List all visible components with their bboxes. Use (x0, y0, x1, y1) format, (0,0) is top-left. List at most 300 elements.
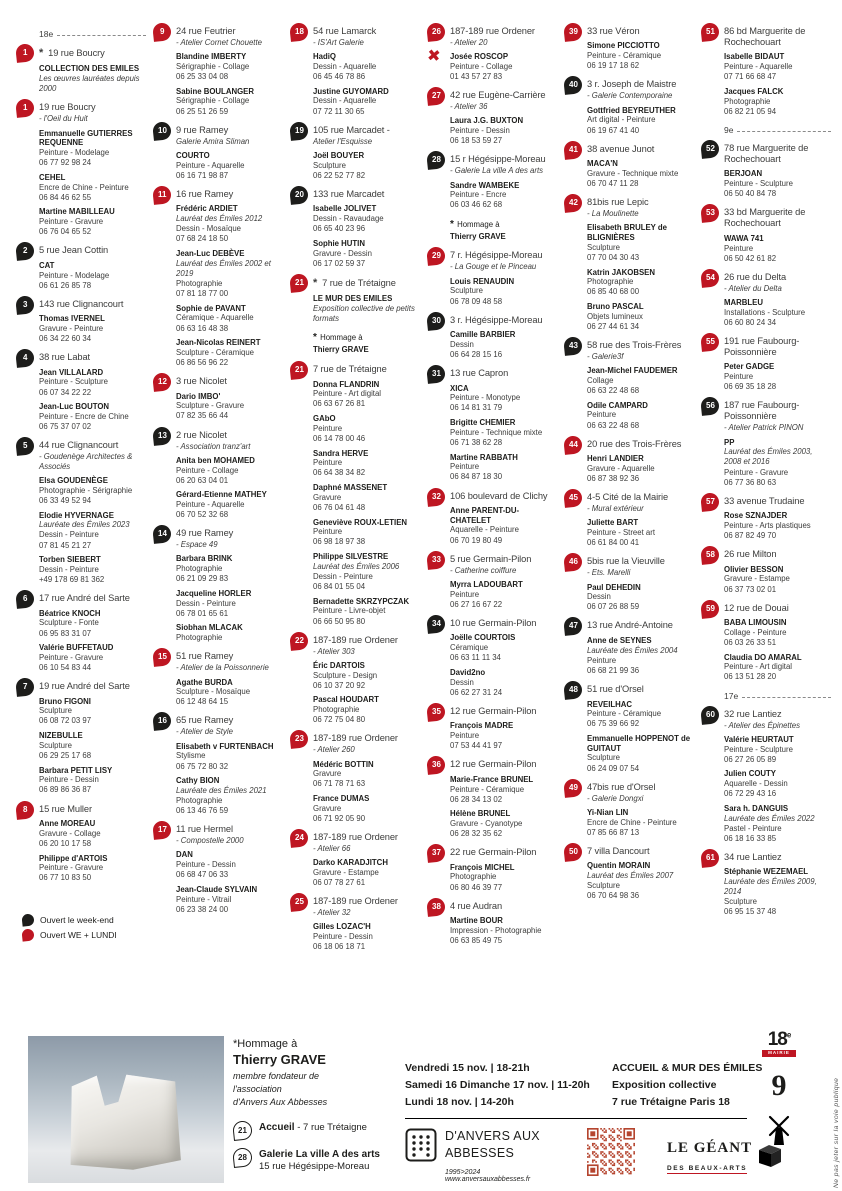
artist-name: Jean-Michel FAUDEMER (587, 366, 678, 376)
directory-entry (701, 26, 831, 117)
artist-name: Torben SIEBERT (39, 555, 101, 565)
artist-listing (450, 384, 557, 414)
laureate-note: Lauréate des Émiles 2004 (587, 645, 678, 655)
pin-number: 20 (294, 189, 304, 199)
artist-technique: Peinture - Art digital (313, 389, 382, 399)
artist-listing (313, 204, 420, 234)
sculpture-image (67, 1073, 181, 1170)
directory-entry (16, 299, 146, 344)
location-pin-outline (232, 1120, 253, 1141)
venue-name: Atelier l'Esquisse (313, 136, 373, 146)
artist-listing (450, 506, 557, 546)
entry-address: 78 rue Marguerite de Rochechouart (724, 142, 809, 164)
association-name (445, 1128, 565, 1183)
artist-name: Jacques FALCK (724, 86, 784, 96)
artist-phone: 06 75 37 07 02 (39, 422, 92, 432)
directory-grid (16, 26, 831, 960)
artist-name: Barbara BRINK (176, 554, 233, 564)
venue-name: - La Gouge et le Pinceau (450, 262, 537, 272)
artist-technique: Collage (587, 375, 614, 385)
artist-technique: Photographie (450, 872, 497, 882)
abbesses-dots-logo-icon (405, 1128, 437, 1162)
location-pin-red (15, 99, 35, 119)
artist-listing (587, 583, 694, 613)
artist-technique: Sculpture (39, 740, 72, 750)
entry-address: 47bis rue d'Orsel (587, 781, 656, 792)
artist-phone: 06 27 26 05 89 (724, 754, 777, 764)
artist-listing (724, 735, 831, 765)
artist-listing (176, 304, 283, 334)
artist-listing (176, 52, 283, 82)
entry-address: 54 rue Lamarck (313, 26, 377, 36)
artist-name: Martine BOUR (450, 916, 503, 926)
entry-address: 20 rue des Trois-Frères (587, 438, 682, 449)
entry-address: 32 rue Lantiez (724, 708, 782, 719)
laureate-note: Les œuvres lauréates depuis 2000 (39, 74, 140, 94)
pin-number: 57 (705, 496, 715, 506)
artist-listing (587, 734, 694, 774)
entry-address: 86 bd Marguerite de Rochechouart (724, 26, 806, 47)
directory-entry (427, 901, 557, 946)
artist-listing (450, 418, 557, 448)
artist-listing (450, 277, 557, 307)
location-pin-red (700, 599, 720, 619)
venue-name: - Catherine coiffure (450, 565, 517, 575)
entry-address: 26 rue du Delta (724, 271, 787, 282)
location-pin-black (426, 311, 446, 331)
artist-phone: 06 64 28 15 16 (450, 349, 503, 359)
pin-number: 26 (431, 27, 441, 36)
artist-phone: 06 25 33 04 08 (176, 72, 229, 82)
artist-phone: 06 18 53 59 27 (450, 136, 503, 146)
artist-phone: 06 21 09 29 83 (176, 574, 229, 584)
artist-phone: 06 07 26 88 59 (587, 602, 640, 612)
artist-listing (450, 809, 557, 839)
laureate-note: Lauréate des Émiles 2022 (724, 813, 815, 823)
directory-entry (427, 26, 557, 82)
artist-phone: 07 81 18 77 00 (176, 289, 229, 299)
directory-entry (427, 90, 557, 146)
artist-technique: Peinture - Livre-objet (313, 606, 386, 616)
artist-name: BABA LIMOUSIN (724, 618, 787, 628)
artist-technique: Dessin - Peinture (39, 530, 99, 540)
directory-entry (290, 125, 420, 181)
divider-dashes (742, 697, 831, 698)
legend-item (22, 929, 146, 941)
artist-phone: 06 72 29 43 16 (724, 789, 777, 799)
artist-name: Pascal HOUDART (313, 695, 379, 705)
artist-name: Isabelle BIDAUT (724, 52, 785, 62)
pin-number: 55 (705, 336, 715, 346)
venue-name: - Atelier des Épinettes (724, 720, 800, 730)
artist-technique: Peinture - Vitrail (176, 894, 232, 904)
artist-name: Anne PARENT-DU-CHATELET (450, 506, 520, 525)
artist-phone: 07 68 24 18 50 (176, 234, 229, 244)
association-name-line1: D'ANVERS AUX (445, 1129, 540, 1143)
artist-phone: 06 63 85 49 75 (450, 936, 503, 946)
entry-address: 51 rue d'Orsel (587, 684, 644, 695)
location-pin-black (152, 121, 172, 141)
location-pin-red (426, 247, 446, 267)
artist-technique: Peinture - Encre (450, 190, 507, 200)
artist-technique: Peinture (724, 372, 754, 382)
artist-technique: Installations - Sculpture (724, 307, 806, 317)
location-pin-red (152, 22, 172, 42)
artist-listing (39, 402, 146, 432)
artist-phone: 06 80 46 39 77 (450, 882, 503, 892)
artist-phone: 06 63 67 26 81 (313, 399, 366, 409)
artist-phone: 06 95 15 37 48 (724, 907, 777, 917)
hommage-name: Thierry GRAVE (233, 1052, 326, 1067)
artist-listing (587, 700, 694, 730)
legend (16, 914, 146, 941)
artist-technique: Peinture - Technique mixte (450, 427, 543, 437)
artist-name: Justine GUYOMARD (313, 86, 389, 96)
artist-phone: 06 70 64 98 36 (587, 891, 640, 901)
venue-name: - Atelier Patrick PINON (724, 423, 804, 433)
directory-entry (290, 896, 420, 952)
artist-name: Gilles LOZAC'H (313, 922, 371, 932)
artist-listing (39, 476, 146, 506)
artist-listing (313, 518, 420, 548)
artist-phone: 06 63 16 48 38 (176, 323, 229, 333)
artist-name: Henri LANDIER (587, 454, 644, 464)
location-pin-red (289, 828, 309, 848)
artist-phone: 06 22 52 77 82 (313, 170, 366, 180)
artist-name: Cathy BION (176, 776, 220, 786)
pin-number: 21 (294, 277, 304, 287)
artist-listing (176, 742, 283, 772)
artist-technique: Dessin - Aquarelle (313, 61, 377, 71)
artist-listing (39, 819, 146, 849)
artist-phone: 06 19 17 18 62 (587, 61, 640, 71)
artist-technique: Photographie (176, 796, 223, 806)
entry-address: 187-189 rue Ordener (450, 26, 535, 36)
directory-entry (16, 245, 146, 290)
divider-dashes (737, 131, 831, 132)
entry-address: 187-189 rue Ordener (313, 634, 398, 645)
artist-listing (39, 766, 146, 796)
artist-listing (587, 401, 694, 431)
artist-technique: Aquarelle - Dessin (724, 779, 788, 789)
artist-name: COURTO (176, 150, 210, 160)
directory-entry (701, 549, 831, 594)
artist-phone: 06 23 38 24 00 (176, 904, 229, 914)
artist-technique: Gravure - Dessin (313, 248, 372, 258)
artist-technique: Peinture - Aquarelle (724, 62, 793, 72)
directory-entry (427, 154, 557, 242)
location-pin-red (289, 631, 309, 651)
artist-technique: Objets lumineux (587, 311, 643, 321)
pin-number: 7 (22, 682, 28, 692)
pin-number: 33 (431, 554, 441, 564)
pin-number: 16 (157, 716, 167, 726)
artist-listing (724, 438, 831, 488)
directory-entry (701, 272, 831, 328)
pin-number: 38 (431, 901, 441, 911)
artist-technique: Peinture - Gravure (39, 863, 104, 873)
artist-technique: Gravure - Peinture (39, 324, 104, 333)
pin-number: 52 (705, 143, 715, 153)
artist-name: Dario IMBO' (176, 391, 221, 401)
artist-phone: +49 178 69 81 362 (39, 575, 105, 585)
directory-entry (153, 376, 283, 421)
artist-name: Jean-Claude SYLVAIN (176, 884, 258, 894)
artist-phone: 06 68 47 06 33 (176, 870, 229, 880)
artist-listing (587, 302, 694, 332)
directory-entry (564, 620, 694, 676)
entry-address: 10 rue Germain-Pilon (450, 617, 537, 628)
artist-listing (587, 41, 694, 71)
artist-technique: Pastel - Peinture (724, 823, 782, 833)
artist-name: GAbO (313, 414, 336, 424)
artist-phone: 06 84 46 62 55 (39, 192, 92, 202)
artist-name: XICA (450, 383, 469, 393)
artist-technique: Peinture (587, 655, 617, 665)
directory-entry (153, 528, 283, 643)
directory-entry (427, 315, 557, 360)
artist-name: Anita ben MOHAMED (176, 455, 255, 465)
hommage-desc-line: membre fondateur de (233, 1071, 320, 1081)
location-pin-red (563, 193, 583, 213)
artist-phone: 06 87 38 92 36 (587, 473, 640, 483)
artist-listing (176, 151, 283, 181)
pin-number: 21 (294, 365, 304, 375)
exhibition-line: Exposition collective (612, 1079, 717, 1091)
artist-technique: Peinture (313, 458, 343, 468)
hommage-note (313, 331, 420, 356)
venue-name: - Goudenège Architectes & Associés (39, 452, 133, 471)
access-point (233, 1148, 401, 1174)
directory-entry (564, 492, 694, 548)
artist-listing (313, 380, 420, 410)
pin-number: 13 (157, 430, 167, 440)
district-divider (16, 29, 146, 39)
asterisk-marker: * (313, 332, 317, 344)
artist-name: Olivier BESSON (724, 564, 784, 574)
artist-listing (39, 697, 146, 727)
entry-address: 106 boulevard de Clichy (450, 490, 548, 501)
artist-name: Sabine BOULANGER (176, 86, 254, 96)
entry-address: 3 r. Joseph de Maistre (587, 79, 677, 90)
artist-name: MARBLEU (724, 297, 763, 307)
venue-name: - IS'Art Galerie (313, 37, 364, 47)
pin-number: 48 (568, 685, 578, 695)
artist-technique: Sculpture (313, 160, 346, 170)
artist-phone: 06 62 27 31 24 (450, 687, 503, 697)
artist-name: Bruno PASCAL (587, 302, 644, 311)
entry-address: 3 rue Nicolet (176, 376, 227, 387)
artist-phone: 06 45 46 78 86 (313, 72, 366, 82)
print-disclaimer: Ne pas jeter sur la voie publique (833, 1077, 840, 1188)
hommage-description (233, 1070, 401, 1109)
directory-entry (16, 47, 146, 94)
artist-listing (450, 721, 557, 751)
artist-listing (450, 916, 557, 946)
pin-number: 8 (22, 804, 28, 814)
artist-listing (176, 554, 283, 584)
artist-name: David2no (450, 667, 486, 677)
pin-number: 37 (431, 848, 441, 858)
legend-label: Ouvert WE + LUNDI (40, 929, 117, 940)
pin-number: 10 (157, 125, 167, 135)
pin-number: 1 (22, 48, 28, 58)
artist-listing (313, 858, 420, 888)
pin-number: 49 (568, 782, 578, 792)
location-pin-red (15, 800, 35, 820)
artist-name: Bruno FIGONI (39, 696, 91, 706)
artist-technique: Peinture - Dessin (39, 775, 99, 785)
artist-name: MACA'N (587, 159, 618, 169)
location-pin-black (563, 680, 583, 700)
artist-technique: Stylisme (176, 751, 206, 761)
directory-entry (153, 430, 283, 521)
venue-name: - Galerie La ville A des arts (450, 166, 544, 176)
artist-name: Valérie BUFFETAUD (39, 643, 114, 653)
artist-technique: Gravure - Cyanotype (450, 818, 523, 828)
hommage-desc-line: d'Anvers Aux Abbesses (233, 1097, 328, 1108)
pin-number: 30 (431, 315, 441, 325)
venue-name: - Atelier 303 (313, 646, 355, 656)
venue-name: - Galerie3f (587, 351, 624, 361)
artist-technique: Photographie (587, 277, 634, 287)
exhibition-info (612, 1060, 762, 1111)
windmill-icon (766, 1115, 792, 1145)
artist-name: Marie-France BRUNEL (450, 774, 534, 784)
artist-name: Thomas IVERNEL (39, 314, 105, 324)
artist-listing (724, 87, 831, 117)
directory-column-6 (701, 26, 831, 960)
artist-name: Éric DARTOIS (313, 660, 365, 670)
location-pin-red (563, 435, 583, 455)
location-pin-black (152, 426, 172, 446)
entry-address: 44 rue Clignancourt (39, 440, 119, 451)
artist-listing (39, 64, 146, 94)
artist-name: NIZEBULLE (39, 731, 83, 741)
schedule-line: Lundi 18 nov. | 14-20h (405, 1096, 514, 1108)
pin-number: 15 (157, 652, 167, 662)
directory-entry (701, 852, 831, 918)
artist-phone: 06 34 22 60 34 (39, 334, 92, 344)
mairie-18-number: 18 (767, 1029, 787, 1050)
entry-address: 7 rue de Trétaigne (313, 364, 387, 375)
artist-name: Donna FLANDRIN (313, 379, 380, 389)
laureate-note: Lauréat des Émiles 2012 (176, 214, 263, 224)
artist-phone: 06 12 48 64 15 (176, 697, 229, 707)
artist-listing (39, 854, 146, 884)
association-name-line2: ABBESSES (445, 1145, 515, 1160)
location-pin-black (563, 336, 583, 356)
venue-name: - Atelier 260 (313, 745, 355, 755)
artist-technique: Sculpture (587, 753, 620, 763)
location-pin-red (700, 332, 720, 352)
access-point-name: Accueil (259, 1122, 295, 1134)
artist-technique: Sculpture (39, 706, 72, 716)
artist-phone: 06 77 10 83 50 (39, 873, 92, 883)
artist-listing (176, 623, 283, 643)
pin-number: 58 (705, 550, 715, 560)
artist-listing (724, 52, 831, 82)
pin-number: 61 (705, 852, 715, 862)
artist-technique: Photographie (176, 278, 223, 288)
artist-name: François MICHEL (450, 862, 515, 872)
artist-phone: 06 18 16 33 85 (724, 833, 777, 843)
directory-entry (16, 102, 146, 237)
directory-entry (564, 556, 694, 612)
artist-phone: 06 85 40 68 00 (587, 287, 640, 297)
pin-number: 53 (705, 208, 715, 218)
artist-name: WAWA 741 (724, 233, 764, 243)
pin-number: 22 (294, 635, 304, 645)
artist-phone: 06 75 39 66 92 (587, 719, 640, 729)
artist-technique: Peinture - Céramique (587, 51, 662, 61)
entry-address: 33 rue Véron (587, 26, 640, 36)
artist-listing (724, 769, 831, 799)
artist-technique: Peinture - Sculpture (724, 744, 793, 754)
artist-phone: 06 19 67 41 40 (587, 125, 640, 135)
artist-name: Valérie HEURTAUT (724, 734, 794, 744)
schedule-line: Vendredi 15 nov. | 18-21h (405, 1062, 530, 1074)
artist-phone: 06 27 16 67 22 (450, 599, 503, 609)
pin-number: 1 (22, 103, 28, 113)
entry-address: 81bis rue Lepic (587, 197, 649, 208)
artist-technique: Peinture (313, 527, 343, 537)
artist-name: Martine MABILLEAU (39, 207, 115, 217)
artist-listing (587, 159, 694, 189)
directory-entry (701, 603, 831, 683)
sculpture-photo (28, 1036, 224, 1183)
artist-listing (39, 173, 146, 203)
artist-technique: Peinture (450, 462, 480, 472)
artist-phone: 06 95 83 31 07 (39, 628, 92, 638)
artist-name: Anne de SEYNES (587, 635, 652, 645)
artist-technique: Impression - Photographie (450, 925, 542, 935)
artist-technique: Peinture - Aquarelle (176, 500, 245, 510)
directory-entry (427, 847, 557, 892)
pin-number: 3 (22, 299, 28, 309)
directory-entry (564, 79, 694, 135)
artist-name: Sandra HERVE (313, 448, 369, 458)
artist-name: Juliette BART (587, 518, 639, 528)
artist-phone: 06 14 78 00 46 (313, 433, 366, 443)
directory-entry (427, 250, 557, 306)
laureate-note: Exposition collective de petits formats (313, 304, 415, 324)
directory-entry (564, 684, 694, 774)
artist-technique: Peinture - Collage (176, 465, 239, 475)
directory-entry (564, 144, 694, 189)
artist-name: Darko KARADJITCH (313, 858, 388, 868)
artist-technique: Peinture - Aquarelle (176, 160, 245, 170)
directory-entry (564, 197, 694, 332)
artist-listing (313, 597, 420, 627)
artist-name: Anne MOREAU (39, 819, 96, 829)
artist-name: CAT (39, 260, 55, 270)
artist-listing (176, 776, 283, 816)
schedule-line: Samedi 16 Dimanche 17 nov. | 11-20h (405, 1079, 590, 1091)
exhibition-line: 7 rue Trétaigne Paris 18 (612, 1096, 730, 1108)
entry-address: 12 rue Germain-Pilon (450, 705, 537, 716)
entry-address: 7 villa Dancourt (587, 845, 650, 856)
mairie-9-logo: 9 (771, 1068, 787, 1102)
artist-technique: Peinture - Modelage (39, 270, 110, 280)
artist-name: Béatrice KNOCH (39, 608, 101, 618)
artist-phone: 06 69 35 18 28 (724, 382, 777, 392)
entry-address: 9 rue Ramey (176, 124, 229, 135)
location-pin-red (289, 729, 309, 749)
artist-listing (313, 695, 420, 725)
artist-phone: 06 37 73 02 01 (724, 584, 777, 594)
district-label: 9e (724, 124, 734, 135)
